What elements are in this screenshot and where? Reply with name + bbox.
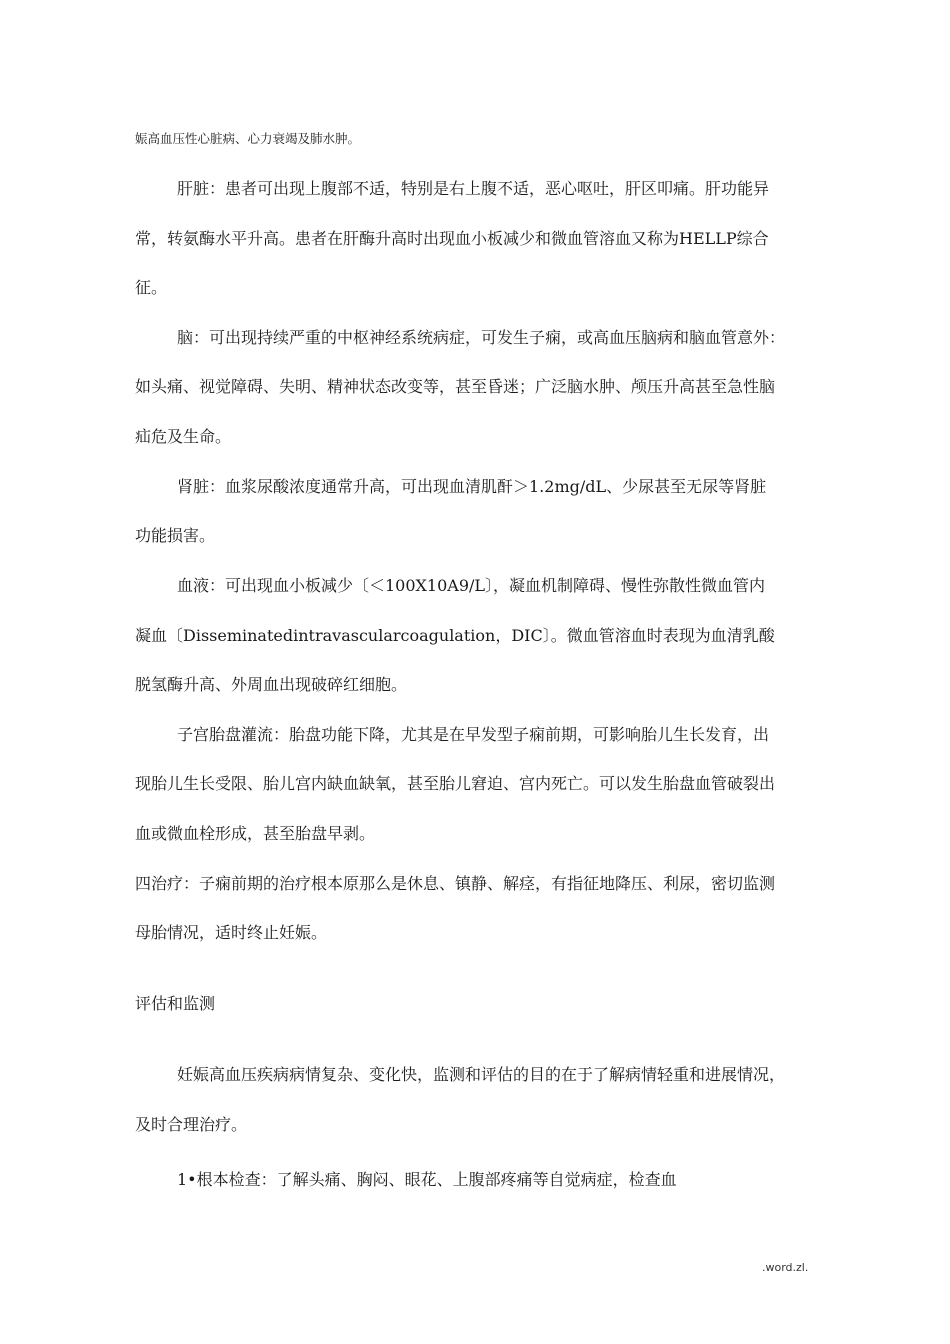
text-line: 常，转氨酶水平升高。患者在肝酶升高时出现血小板减少和微血管溶血又称为HELLP综合 xyxy=(135,229,769,248)
text-line: 四治疗：子痫前期的治疗根本原那么是休息、镇静、解痉，有指征地降压、利尿，密切监测 xyxy=(135,874,776,893)
text-line: 母胎情况，适时终止妊娠。 xyxy=(135,923,328,942)
text-line: 及时合理治疗。 xyxy=(135,1115,248,1134)
text-line: 子宫胎盘灌流：胎盘功能下降，尤其是在早发型子痫前期，可影响胎儿生长发育，出 xyxy=(177,725,770,744)
text-line: 如头痛、视觉障碍、失明、精神状态改变等，甚至昏迷；广泛脑水肿、颅压升高甚至急性脑 xyxy=(135,377,776,396)
text-line: 脱氢酶升高、外周血出现破碎红细胞。 xyxy=(135,675,408,694)
text-line: 现胎儿生长受限、胎儿宫内缺血缺氧，甚至胎儿窘迫、宫内死亡。可以发生胎盘血管破裂出 xyxy=(135,774,776,793)
text-line: 血或微血栓形成，甚至胎盘早剥。 xyxy=(135,824,376,843)
text-line: 肾脏：血浆尿酸浓度通常升高，可出现血清肌酐＞1.2mg/dL、少尿甚至无尿等肾脏 xyxy=(177,477,767,496)
text-line: 血液：可出现血小板减少〔＜100X10A9/L〕，凝血机制障碍、慢性弥散性微血管内 xyxy=(177,576,766,595)
text-line: 凝血〔Disseminatedintravascularcoagulation，DIC〕。微血管溶血时表现为血清乳酸 xyxy=(135,626,775,645)
text-line: 娠高血压性心脏病、心力衰竭及肺水肿。 xyxy=(135,131,361,146)
text-line: 妊娠高血压疾病病情复杂、变化快，监测和评估的目的在于了解病情轻重和进展情况， xyxy=(177,1065,786,1084)
text-line: 肝脏：患者可出现上腹部不适，特别是右上腹不适，恶心呕吐，肝区叩痛。肝功能异 xyxy=(177,179,770,198)
page-footer: .word.zl. xyxy=(762,1261,809,1274)
text-line: 功能损害。 xyxy=(135,526,216,545)
section-heading: 评估和监测 xyxy=(135,994,216,1013)
text-line: 疝危及生命。 xyxy=(135,427,232,446)
text-line: 征。 xyxy=(135,278,168,297)
text-line: 脑：可出现持续严重的中枢神经系统病症，可发生子痫，或高血压脑病和脑血管意外： xyxy=(177,328,786,347)
text-line: 1•根本检查：了解头痛、胸闷、眼花、上腹部疼痛等自觉病症，检查血 xyxy=(177,1170,677,1189)
